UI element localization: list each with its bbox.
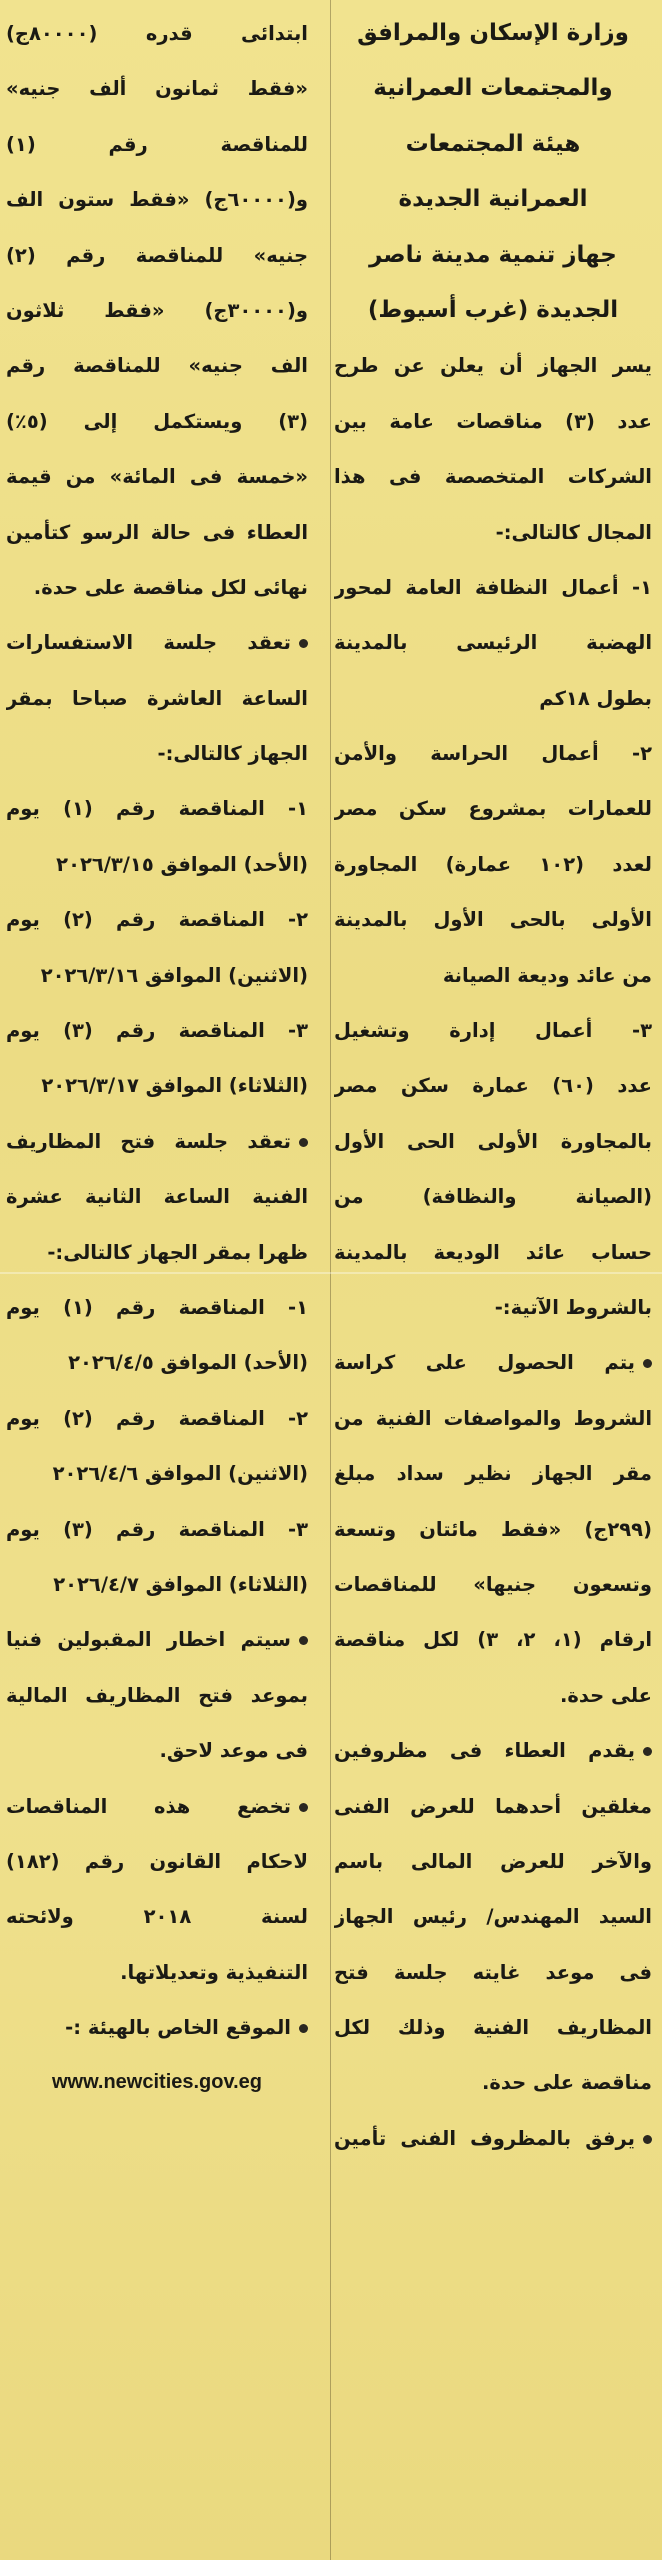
line-text: للعمارات بمشروع سكن مصر bbox=[334, 797, 652, 821]
left-column-line bbox=[6, 1612, 308, 1667]
left-column-line bbox=[6, 726, 308, 781]
bullet-icon bbox=[299, 639, 308, 648]
line-text: سيتم اخطار المقبولين فنيا bbox=[6, 1628, 291, 1652]
right-column-line bbox=[334, 2055, 652, 2110]
left-column-line bbox=[6, 1446, 308, 1501]
left-column-line bbox=[6, 1889, 308, 1944]
right-column-line bbox=[334, 892, 652, 947]
right-column-line bbox=[334, 6, 652, 61]
line-text: والمجتمعات العمرانية bbox=[373, 75, 613, 102]
line-text: الهضبة الرئيسى بالمدينة bbox=[334, 631, 652, 655]
left-column-line bbox=[6, 228, 308, 283]
right-column-line bbox=[334, 1889, 652, 1944]
left-column-line bbox=[6, 1391, 308, 1446]
line-text: تعقد جلسة الاستفسارات bbox=[6, 631, 291, 655]
right-column-line bbox=[334, 671, 652, 726]
line-text: (الثلاثاء) الموافق ٢٠٢٦/٣/١٧ bbox=[41, 1074, 308, 1098]
announcement-right-column bbox=[322, 0, 662, 2560]
announcement-left-column bbox=[0, 0, 318, 2560]
right-column-line bbox=[334, 505, 652, 560]
line-text: (الثلاثاء) الموافق ٢٠٢٦/٤/٧ bbox=[53, 1572, 308, 1596]
line-text: (٢٩٩ج) «فقط مائتان وتسعة bbox=[334, 1517, 652, 1541]
line-text: (الصيانة والنظافة) من bbox=[334, 1185, 652, 1209]
right-column-line bbox=[334, 1003, 652, 1058]
line-text: وزارة الإسكان والمرافق bbox=[357, 20, 629, 46]
left-column-line bbox=[6, 1723, 308, 1778]
line-text: www.newcities.gov.eg bbox=[51, 2071, 263, 2094]
line-text: العمرانية الجديدة bbox=[398, 186, 588, 213]
line-text: يقدم العطاء فى مظروفين bbox=[334, 1739, 635, 1763]
line-text: و(٣٠٠٠٠ج) «فقط ثلاثون bbox=[6, 298, 308, 322]
line-text: ١- المناقصة رقم (١) يوم bbox=[6, 797, 308, 821]
right-column-line bbox=[334, 1945, 652, 2000]
right-column-line bbox=[334, 1335, 652, 1390]
right-column-line bbox=[334, 726, 652, 781]
left-column-line bbox=[6, 892, 308, 947]
line-text: (الأحد) الموافق ٢٠٢٦/٣/١٥ bbox=[56, 852, 308, 876]
left-column-line bbox=[6, 283, 308, 338]
left-column-line bbox=[6, 671, 308, 726]
line-text: مناقصة على حدة. bbox=[482, 2071, 652, 2095]
right-column-line bbox=[334, 338, 652, 393]
line-text: يتم الحصول على كراسة bbox=[334, 1351, 635, 1375]
left-column-line bbox=[6, 615, 308, 670]
right-column-line bbox=[334, 1114, 652, 1169]
line-text: هيئة المجتمعات bbox=[405, 130, 581, 157]
line-text: نهائى لكل مناقصة على حدة. bbox=[33, 575, 308, 599]
line-text: للمناقصة رقم (١) bbox=[6, 132, 308, 156]
left-column-line bbox=[6, 1557, 308, 1612]
left-column-line bbox=[6, 1945, 308, 2000]
right-column-line bbox=[334, 449, 652, 504]
line-text: فى موعد لاحق. bbox=[159, 1739, 308, 1763]
line-text: بطول ١٨كم bbox=[539, 686, 652, 710]
line-text: التنفيذية وتعديلاتها. bbox=[120, 1960, 308, 1984]
right-column-line bbox=[334, 781, 652, 836]
line-text: المجال كالتالى:- bbox=[495, 520, 652, 544]
line-text: وتسعون جنيها» للمناقصات bbox=[334, 1572, 652, 1596]
left-column-line bbox=[6, 1502, 308, 1557]
left-column-line bbox=[6, 172, 308, 227]
line-text: تعقد جلسة فتح المظاريف bbox=[6, 1129, 291, 1153]
line-text: الأولى بالحى الأول بالمدينة bbox=[334, 908, 652, 932]
right-column-line bbox=[334, 1557, 652, 1612]
left-column-line bbox=[6, 1169, 308, 1224]
left-column-line bbox=[6, 1834, 308, 1889]
line-text: الف جنيه» للمناقصة رقم bbox=[6, 354, 308, 378]
line-text: الجديدة (غرب أسيوط) bbox=[367, 296, 619, 323]
line-text: فى موعد غايته جلسة فتح bbox=[334, 1960, 652, 1984]
left-column-line bbox=[6, 449, 308, 504]
bullet-icon bbox=[299, 1636, 308, 1645]
right-column-line bbox=[334, 615, 652, 670]
bullet-icon bbox=[299, 1803, 308, 1812]
left-column-line bbox=[6, 505, 308, 560]
line-text: (٣) ويستكمل إلى (٥٪) bbox=[6, 409, 308, 433]
line-text: يرفق بالمظروف الفنى تأمين bbox=[334, 2126, 635, 2150]
line-text: العطاء فى حالة الرسو كتأمين bbox=[6, 520, 308, 544]
right-column-line bbox=[334, 117, 652, 172]
right-column-line bbox=[334, 1446, 652, 1501]
line-text: الموقع الخاص بالهيئة :- bbox=[65, 2016, 291, 2040]
right-column-line bbox=[334, 1723, 652, 1778]
right-column-line bbox=[334, 1668, 652, 1723]
line-text: حساب عائد الوديعة بالمدينة bbox=[334, 1240, 652, 1264]
bullet-icon bbox=[643, 2135, 652, 2144]
right-column-line bbox=[334, 1612, 652, 1667]
line-text: مغلقين أحدهما للعرض الفنى bbox=[334, 1794, 652, 1818]
right-column-line bbox=[334, 1502, 652, 1557]
right-column-line bbox=[334, 1169, 652, 1224]
left-column-line bbox=[6, 1335, 308, 1390]
bullet-icon bbox=[299, 2024, 308, 2033]
line-text: بموعد فتح المظاريف المالية bbox=[6, 1683, 308, 1707]
bullet-icon bbox=[299, 1138, 308, 1147]
line-text: الساعة العاشرة صباحا بمقر bbox=[6, 686, 308, 710]
left-column-line bbox=[6, 338, 308, 393]
paper-fold-line bbox=[0, 1272, 662, 1274]
line-text: تخضع هذه المناقصات bbox=[6, 1794, 291, 1818]
line-text: ٣- المناقصة رقم (٣) يوم bbox=[6, 1517, 308, 1541]
line-text: ارقام (١، ٢، ٣) لكل مناقصة bbox=[334, 1628, 652, 1652]
line-text: جهاز تنمية مدينة ناصر bbox=[369, 241, 617, 268]
line-text: جنيه» للمناقصة رقم (٢) bbox=[6, 243, 308, 267]
line-text: يسر الجهاز أن يعلن عن طرح bbox=[334, 354, 652, 378]
line-text: الشركات المتخصصة فى هذا bbox=[334, 465, 652, 489]
right-column-line bbox=[334, 948, 652, 1003]
right-column-line bbox=[334, 394, 652, 449]
right-column-line bbox=[334, 2000, 652, 2055]
left-column-line[interactable] bbox=[6, 2055, 308, 2110]
line-text: ١- أعمال النظافة العامة لمحور bbox=[334, 575, 652, 599]
line-text: ٢- المناقصة رقم (٢) يوم bbox=[6, 908, 308, 932]
line-text: (الاثنين) الموافق ٢٠٢٦/٤/٦ bbox=[52, 1462, 308, 1486]
left-column-line bbox=[6, 1058, 308, 1113]
line-text: (الاثنين) الموافق ٢٠٢٦/٣/١٦ bbox=[40, 963, 308, 987]
right-column-line bbox=[334, 228, 652, 283]
left-column-line bbox=[6, 781, 308, 836]
line-text: الشروط والمواصفات الفنية من bbox=[334, 1406, 652, 1430]
left-column-line bbox=[6, 1280, 308, 1335]
line-text: «فقط ثمانون ألف جنيه» bbox=[6, 77, 308, 101]
right-column-line bbox=[334, 1779, 652, 1834]
left-column-line bbox=[6, 1003, 308, 1058]
right-column-line bbox=[334, 172, 652, 227]
left-column-line bbox=[6, 1779, 308, 1834]
right-column-line bbox=[334, 1058, 652, 1113]
line-text: بالمجاورة الأولى الحى الأول bbox=[334, 1129, 652, 1153]
left-column-line bbox=[6, 394, 308, 449]
left-column-line bbox=[6, 1114, 308, 1169]
line-text: ابتدائى قدره (٨٠٠٠٠ج) bbox=[6, 22, 308, 45]
line-text: مقر الجهاز نظير سداد مبلغ bbox=[334, 1462, 652, 1486]
right-column-line bbox=[334, 560, 652, 615]
line-text: بالشروط الآتية:- bbox=[494, 1295, 652, 1319]
left-column-line bbox=[6, 2000, 308, 2055]
line-text: من عائد وديعة الصيانة bbox=[442, 963, 652, 987]
line-text: المظاريف الفنية وذلك لكل bbox=[334, 2016, 652, 2040]
line-text: الجهاز كالتالى:- bbox=[157, 742, 308, 766]
line-text: السيد المهندس/ رئيس الجهاز bbox=[334, 1905, 652, 1929]
line-text: والآخر للعرض المالى باسم bbox=[334, 1849, 652, 1873]
line-text: على حدة. bbox=[559, 1683, 652, 1707]
column-divider bbox=[330, 0, 331, 2560]
line-text: ٣- أعمال إدارة وتشغيل bbox=[334, 1019, 652, 1043]
bullet-icon bbox=[643, 1359, 652, 1368]
left-column-line bbox=[6, 948, 308, 1003]
line-text: ٣- المناقصة رقم (٣) يوم bbox=[6, 1019, 308, 1043]
line-text: «خمسة فى المائة» من قيمة bbox=[6, 465, 308, 489]
line-text: لسنة ٢٠١٨ ولائحته bbox=[6, 1905, 308, 1929]
bullet-icon bbox=[643, 1747, 652, 1756]
line-text: لعدد (١٠٢ عمارة) المجاورة bbox=[334, 852, 652, 876]
right-column-line bbox=[334, 1391, 652, 1446]
right-column-line bbox=[334, 2111, 652, 2166]
line-text: ١- المناقصة رقم (١) يوم bbox=[6, 1295, 308, 1319]
line-text: ٢- المناقصة رقم (٢) يوم bbox=[6, 1406, 308, 1430]
left-column-line bbox=[6, 61, 308, 116]
line-text: (الأحد) الموافق ٢٠٢٦/٤/٥ bbox=[68, 1351, 308, 1375]
line-text: ٢- أعمال الحراسة والأمن bbox=[334, 742, 652, 766]
right-column-line bbox=[334, 1280, 652, 1335]
left-column-line bbox=[6, 560, 308, 615]
left-column-line bbox=[6, 6, 308, 61]
line-text: عدد (٣) مناقصات عامة بين bbox=[334, 409, 652, 433]
line-text: لاحكام القانون رقم (١٨٢) bbox=[6, 1849, 308, 1873]
line-text: الفنية الساعة الثانية عشرة bbox=[6, 1185, 308, 1209]
left-column-line bbox=[6, 1668, 308, 1723]
right-column-line bbox=[334, 61, 652, 116]
left-column-line bbox=[6, 117, 308, 172]
right-column-line bbox=[334, 837, 652, 892]
line-text: و(٦٠٠٠٠ج) «فقط ستون الف bbox=[6, 188, 308, 212]
left-column-line bbox=[6, 837, 308, 892]
right-column-line bbox=[334, 283, 652, 338]
right-column-line bbox=[334, 1834, 652, 1889]
line-text: ظهرا بمقر الجهاز كالتالى:- bbox=[47, 1240, 308, 1264]
line-text: عدد (٦٠) عمارة سكن مصر bbox=[334, 1074, 652, 1098]
